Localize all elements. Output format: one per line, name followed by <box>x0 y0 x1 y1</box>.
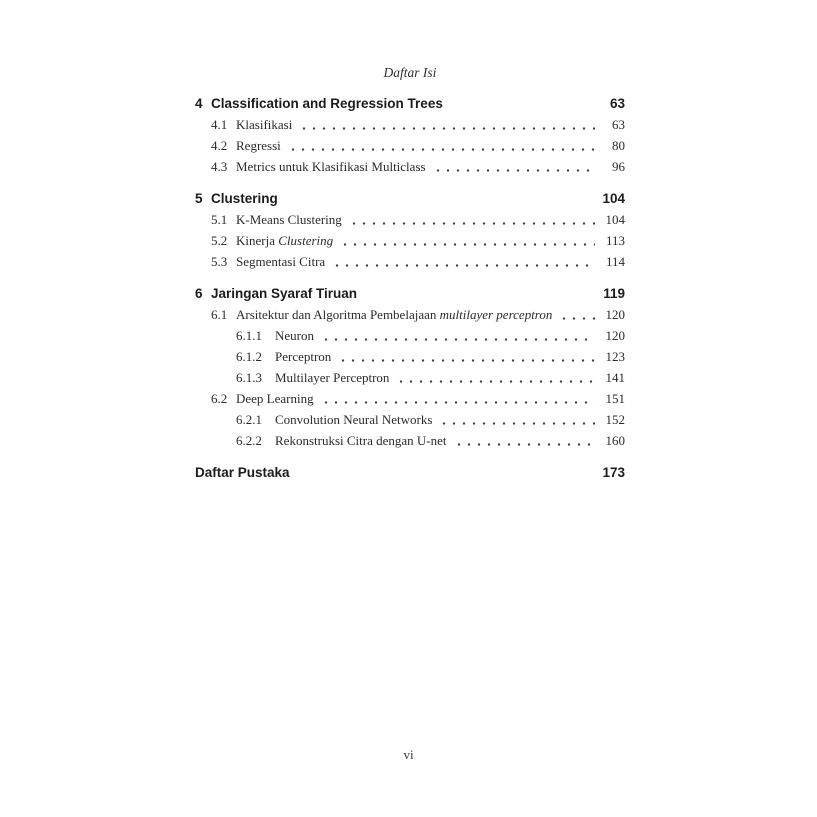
entry-title: Segmentasi Citra <box>236 254 326 269</box>
toc-entry-6.2 <box>195 388 625 409</box>
toc-entry-6 <box>195 283 625 304</box>
dot-leader <box>319 325 595 346</box>
entry-title: Convolution Neural Networks <box>275 412 433 427</box>
entry-number: 4.3 <box>211 159 228 174</box>
toc-entry-6.2.2 <box>195 430 625 451</box>
entry-number: 6.1 <box>211 307 228 322</box>
entry-spacer <box>448 93 595 114</box>
entry-title: Regressi <box>236 138 281 153</box>
entry-page-number: 141 <box>605 370 625 385</box>
entry-title: Rekonstruksi Citra dengan U-net <box>275 433 447 448</box>
dot-leader <box>319 388 595 409</box>
toc-entry-5.1 <box>195 209 625 230</box>
dot-leader <box>338 230 595 251</box>
entry-spacer <box>295 462 595 483</box>
dot-leader <box>286 135 595 156</box>
toc-entry-6.2.1 <box>195 409 625 430</box>
entry-title: Classification and Regression Trees <box>211 96 443 111</box>
entry-number: 6.1.3 <box>236 370 262 385</box>
entry-number: 5.2 <box>211 233 228 248</box>
entry-page-number: 120 <box>605 307 625 322</box>
entry-title: Multilayer Perceptron <box>275 370 390 385</box>
entry-title: K-Means Clustering <box>236 212 342 227</box>
toc-entry-4.1 <box>195 114 625 135</box>
entry-title-emphasis: multilayer perceptron <box>439 307 553 322</box>
entry-page-number: 80 <box>612 138 625 153</box>
dot-leader <box>330 251 595 272</box>
entry-number: 6.2.1 <box>236 412 262 427</box>
entry-page-number: 119 <box>603 286 625 301</box>
entry-title-emphasis: Clustering <box>278 233 334 248</box>
toc-entry-6.1.2 <box>195 346 625 367</box>
entry-title: Jaringan Syaraf Tiruan <box>211 286 358 301</box>
page-title: Daftar Isi <box>383 65 437 80</box>
entry-title: Metrics untuk Klasifikasi Multiclass <box>236 159 426 174</box>
entry-number: 6.2 <box>211 391 228 406</box>
entry-number: 6 <box>195 286 203 301</box>
toc-content <box>195 0 625 483</box>
entry-title: Arsitektur dan Algoritma Pembelajaan multilayer perceptron <box>236 307 553 322</box>
entry-page-number: 120 <box>605 328 625 343</box>
entry-number: 4.2 <box>211 138 228 153</box>
entry-title: Deep Learning <box>236 391 314 406</box>
toc-entry-4 <box>195 93 625 114</box>
entry-number: 6.1.2 <box>236 349 262 364</box>
entry-number: 5 <box>195 191 203 206</box>
entry-spacer <box>362 283 595 304</box>
entry-title: Kinerja Clustering <box>236 233 334 248</box>
entry-number: 5.3 <box>211 254 228 269</box>
toc-entry-4.3 <box>195 156 625 177</box>
entry-page-number: 173 <box>602 465 625 480</box>
toc-entry-5 <box>195 188 625 209</box>
dot-leader <box>336 346 595 367</box>
dot-leader <box>431 156 595 177</box>
entry-title: Klasifikasi <box>236 117 293 132</box>
entry-page-number: 152 <box>605 412 625 427</box>
toc-entry-6.1.1 <box>195 325 625 346</box>
toc-entry-6.1 <box>195 304 625 325</box>
dot-leader <box>437 409 595 430</box>
entry-title: Daftar Pustaka <box>195 465 290 480</box>
entry-page-number: 96 <box>612 159 625 174</box>
entry-spacer <box>283 188 595 209</box>
entry-page-number: 123 <box>605 349 625 364</box>
entry-number: 4.1 <box>211 117 228 132</box>
toc-entry-4.2 <box>195 135 625 156</box>
folio-page-number: vi <box>403 747 414 762</box>
entry-title: Neuron <box>275 328 314 343</box>
entry-page-number: 104 <box>605 212 625 227</box>
dot-leader <box>557 304 595 325</box>
entry-page-number: 114 <box>605 254 625 269</box>
toc-entry-5.2 <box>195 230 625 251</box>
entry-page-number: 151 <box>605 391 625 406</box>
entry-page-number: 113 <box>605 233 625 248</box>
toc-entry-daftar-pustaka <box>195 462 625 483</box>
entry-title: Perceptron <box>275 349 332 364</box>
toc-entry-5.3 <box>195 251 625 272</box>
toc-entry-6.1.3 <box>195 367 625 388</box>
entry-page-number: 63 <box>612 117 625 132</box>
dot-leader <box>394 367 595 388</box>
entry-number: 6.2.2 <box>236 433 262 448</box>
entry-number: 5.1 <box>211 212 228 227</box>
toc-entries <box>195 93 625 483</box>
entry-page-number: 63 <box>609 96 625 111</box>
entry-number: 6.1.1 <box>236 328 262 343</box>
dot-leader <box>297 114 595 135</box>
entry-title: Clustering <box>211 191 278 206</box>
dot-leader <box>347 209 595 230</box>
dot-leader <box>452 430 596 451</box>
entry-page-number: 160 <box>605 433 625 448</box>
entry-page-number: 104 <box>602 191 625 206</box>
entry-number: 4 <box>195 96 203 111</box>
